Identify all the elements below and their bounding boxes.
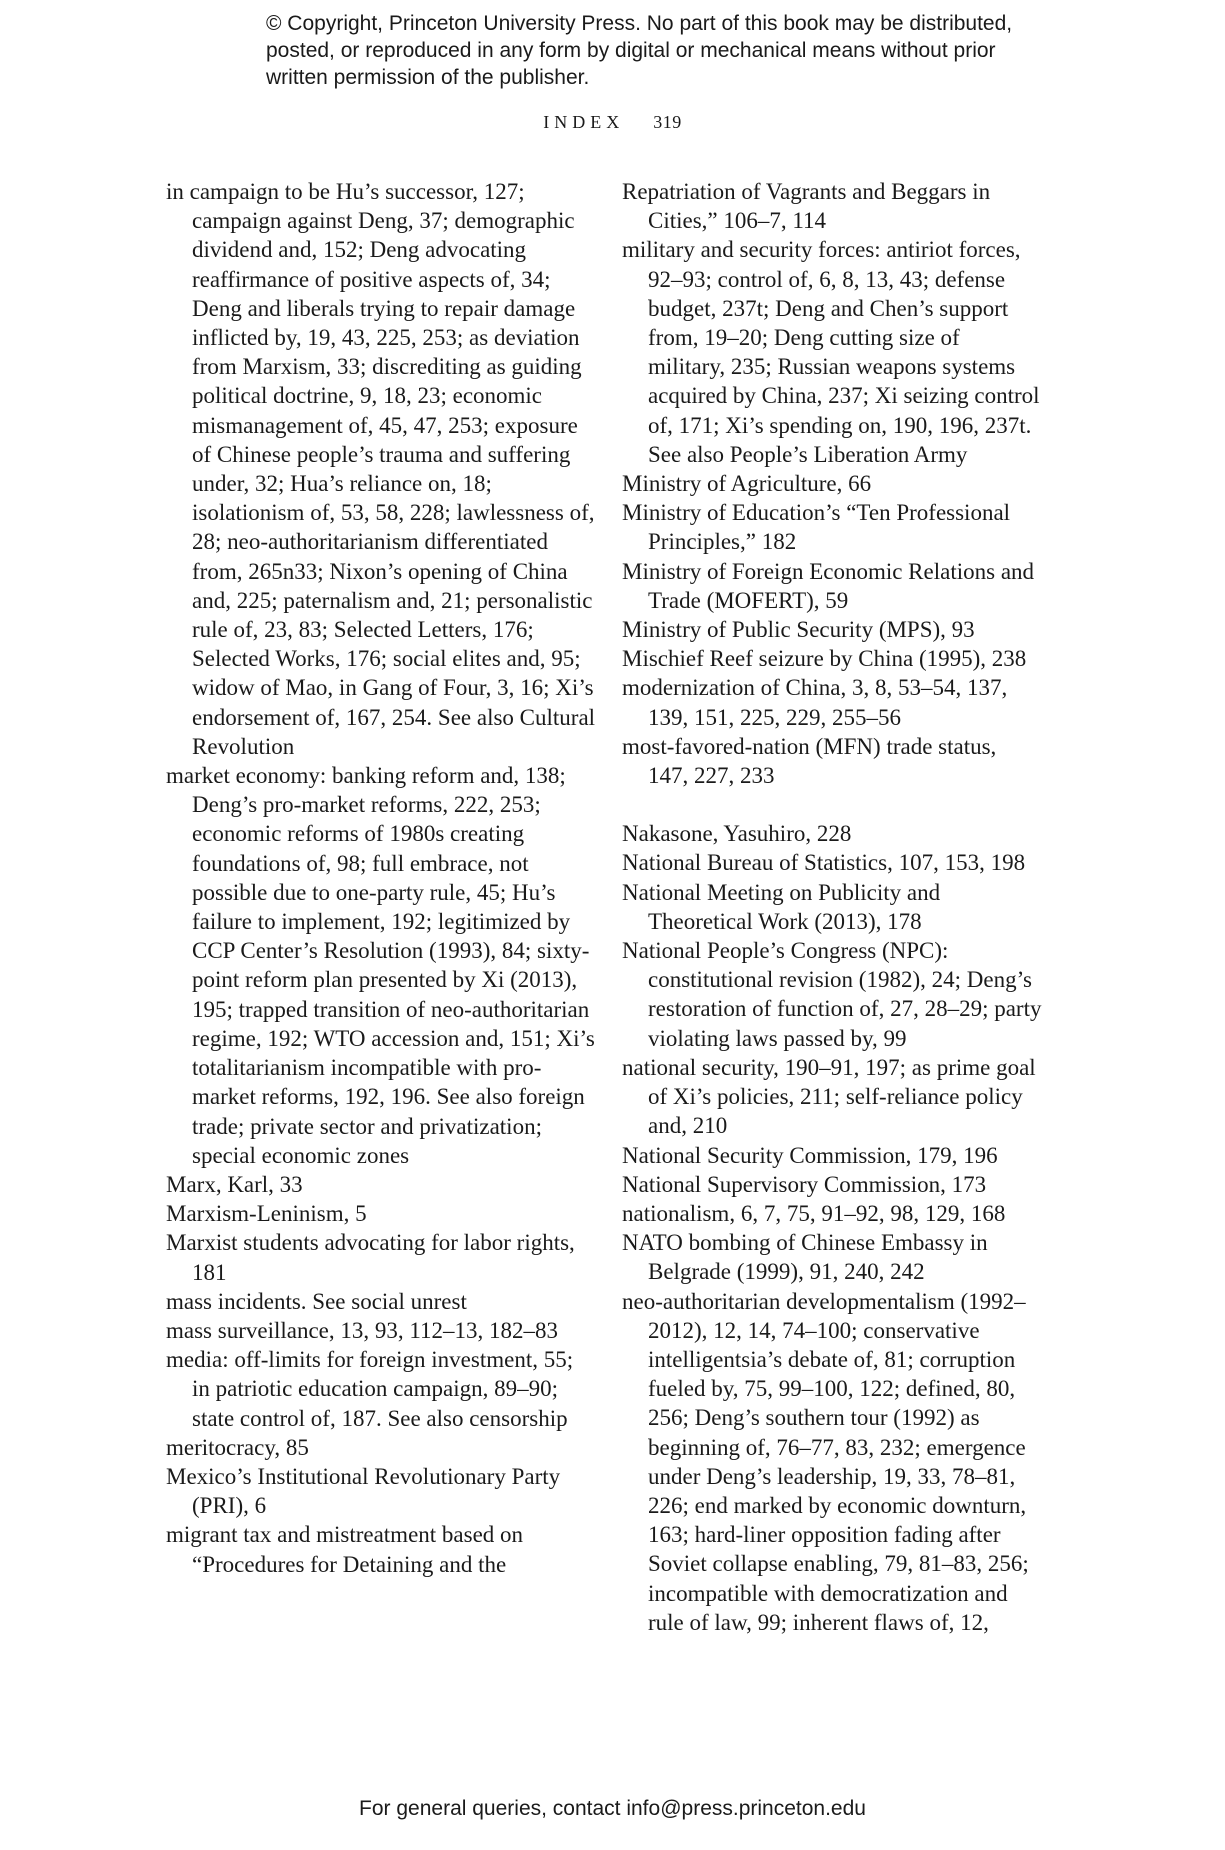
index-entry: Marxism-Leninism, 5	[166, 1201, 367, 1227]
index-entry: National People’s Congress (NPC): constitutional revision (1982), 24; Deng’s restoration of function of, 27, 28–29; party violating laws passed by, 99	[622, 938, 1042, 1051]
index-column-left	[166, 177, 596, 1579]
index-entry: in campaign to be Hu’s successor, 127; campaign against Deng, 37; demographic dividend and, 152; Deng advocating reaffirmance of positive aspects of, 34; Deng and liberals trying to repair damage inflicted by, 19, 43, 225, 253; as deviation from Marxism, 33; discrediting as guiding political doctrine, 9, 18, 23; economic mismanagement of, 45, 47, 253; exposure of Chinese people’s trauma and suffering under, 32; Hua’s reliance on, 18; isolationism of, 53, 58, 228; lawlessness of, 28; neo-authoritarianism differentiated from, 265n33; Nixon’s opening of China and, 225; paternalism and, 21; personalistic rule of, 23, 83; Selected Letters, 176; Selected Works, 176; social elites and, 95; widow of Mao, in Gang of Four, 3, 16; Xi’s endorsement of, 167, 254. See also Cultural Revolution	[166, 179, 596, 759]
index-entry: Marxist students advocating for labor rights, 181	[166, 1230, 575, 1285]
index-entry: Ministry of Foreign Economic Relations and Trade (MOFERT), 59	[622, 558, 1035, 613]
index-entry: National Security Commission, 179, 196	[622, 1142, 998, 1168]
index-entry: nationalism, 6, 7, 75, 91–92, 98, 129, 168	[622, 1200, 1006, 1226]
index-entry: meritocracy, 85	[166, 1434, 309, 1460]
index-entry: migrant tax and mistreatment based on “Procedures for Detaining and the	[166, 1522, 524, 1577]
index-entry: Ministry of Public Security (MPS), 93	[622, 617, 975, 643]
index-entry: mass surveillance, 13, 93, 112–13, 182–83	[166, 1317, 559, 1343]
running-head-label: INDEX	[543, 112, 625, 132]
index-entry: modernization of China, 3, 8, 53–54, 137, 139, 151, 225, 229, 255–56	[622, 675, 1008, 730]
index-entry: most-favored-nation (MFN) trade status, 147, 227, 233	[622, 733, 997, 789]
index-entry: mass incidents. See social unrest	[166, 1288, 467, 1314]
index-entry: neo-authoritarian developmentalism (1992–2012), 12, 14, 74–100; conservative intelligentsia’s debate of, 81; corruption fueled by, 75, 99–100, 122; defined, 80, 256; Deng’s southern tour (1992) as beginning of, 76–77, 83, 232; emergence under Deng’s leadership, 19, 33, 78–81, 226; end marked by economic downturn, 163; hard-liner opposition fading after Soviet collapse enabling, 79, 81–83, 256; incompatible with democratization and rule of law, 99; inherent flaws of, 12,	[622, 1288, 1029, 1635]
index-entry: national security, 190–91, 197; as prime goal of Xi’s policies, 211; self-reliance policy and, 210	[622, 1054, 1036, 1139]
copyright-notice: © Copyright, Princeton University Press. No part of this book may be distributed, posted, or reproduced in any form by digital or mechanical means without prior written permission of the publisher.	[266, 12, 1013, 89]
index-column-right	[622, 177, 1042, 1637]
contact-footer: For general queries, contact info@press.princeton.edu	[359, 1797, 866, 1820]
running-head	[0, 112, 1225, 133]
index-entry: Repatriation of Vagrants and Beggars in Cities,” 106–7, 114	[622, 179, 991, 234]
index-entry: National Bureau of Statistics, 107, 153, 198	[622, 850, 1026, 876]
index-entry: Nakasone, Yasuhiro, 228	[622, 821, 852, 847]
index-entry: media: off-limits for foreign investment, 55; in patriotic education campaign, 89–90; state control of, 187. See also censorship	[166, 1347, 574, 1431]
index-entry: NATO bombing of Chinese Embassy in Belgrade (1999), 91, 240, 242	[622, 1230, 988, 1285]
index-entry: Ministry of Education’s “Ten Professional Principles,” 182	[622, 500, 1011, 555]
index-entry: National Meeting on Publicity and Theoretical Work (2013), 178	[622, 879, 941, 934]
index-entry: Marx, Karl, 33	[166, 1171, 303, 1197]
index-entry: Mexico’s Institutional Revolutionary Party (PRI), 6	[166, 1463, 561, 1519]
index-entry: Mischief Reef seizure by China (1995), 238	[622, 646, 1027, 672]
index-entry: market economy: banking reform and, 138; Deng’s pro-market reforms, 222, 253; economic reforms of 1980s creating foundations of, 98; full embrace, not possible due to one-party rule, 45; Hu’s failure to implement, 192; legitimized by CCP Center’s Resolution (1993), 84; sixty-point reform plan presented by Xi (2013), 195; trapped transition of neo-authoritarian regime, 192; WTO accession and, 151; Xi’s totalitarianism incompatible with pro-market reforms, 192, 196. See also foreign trade; private sector and privatization; special economic zones	[166, 763, 595, 1168]
index-entry: Ministry of Agriculture, 66	[622, 471, 872, 497]
page-number: 319	[653, 112, 682, 132]
index-entry: military and security forces: antiriot forces, 92–93; control of, 6, 8, 13, 43; defense budget, 237t; Deng and Chen’s support from, 19–20; Deng cutting size of military, 235; Russian weapons systems acquired by China, 237; Xi seizing control of, 171; Xi’s spending on, 190, 196, 237t. See also People’s Liberation Army	[622, 237, 1040, 467]
index-entry: National Supervisory Commission, 173	[622, 1171, 987, 1197]
